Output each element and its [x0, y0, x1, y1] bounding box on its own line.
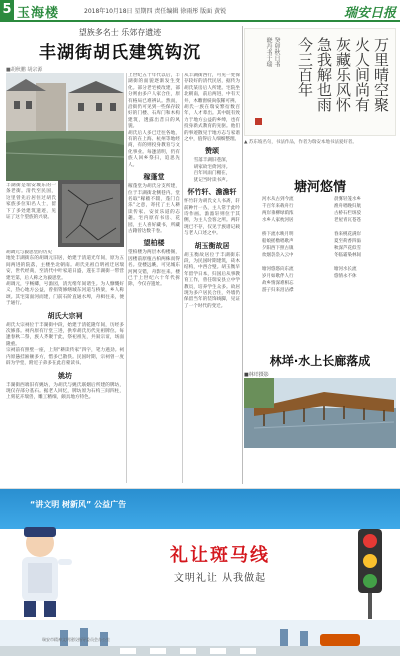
calligraphy-caption: ▲ 苏东坡名句，书法作品，作者为瑞安本地书法爱好者。: [244, 140, 357, 145]
traffic-officer-illustration: [4, 519, 76, 619]
article-body-9: 胡玉衡故居位于丰湖街东段，为民国时期建筑，砖木结构，中西合璧。胡玉衡早年留学日本，归国后从事教育工作，曾任瑞安县立中学教员，培养学生众多。故居现为多户居民合住，外墙仍保留当年的装饰线脚，见证了一个时代的变迁。: [184, 252, 240, 309]
calligraphy-main-text: [296, 37, 389, 112]
subhead-jiapeng-hall: 稼蓬堂: [143, 173, 165, 182]
article-body-8: 怀竹轩为胡氏文人书斋，轩前种竹一丛，主人常于此吟诗作画。澹澹轩则位于其侧，为主人会客之所。两轩现已不存，仅见于族谱记载与老人口述之中。: [184, 199, 240, 237]
article-column-2: [128, 73, 180, 483]
article-poem-inline: 雪落丰湖旧巷深， 胡家故宅倚河浔。 百年风雨门楣在， 犹记当时读书声。: [193, 158, 231, 183]
ad-credit: 瑞安市精神文明建设指导委员会办公室: [42, 637, 110, 642]
photo-feature-label: ■林垟摄影: [244, 372, 269, 378]
section-number: 5: [0, 0, 14, 20]
public-service-ad: [0, 488, 400, 656]
article-kicker: 望族多名士 乐郊存遗迹: [78, 28, 162, 37]
issue-meta: 2018年10月18日 星期四 责任编辑 徐雨彤 版面 黄锐: [84, 8, 227, 15]
calligraphy-column: 灰藏乐风怀: [334, 37, 352, 112]
calligraphy-inscription-column: 癸卯秋日书: [273, 37, 280, 67]
calligraphy-column: 今三百年: [296, 37, 314, 97]
poem-column-b: 晨雾轻笼水乡 渔舟唱晚归航 古桥石栏斑驳 老屋青瓦苍苍 春来桃花满岸 夏至荷香四溢 秋深芦花似雪 冬临霜染林间 塘河水长流 悠情永不休: [334, 197, 361, 279]
subhead-yaofang: 姚坊: [58, 371, 72, 380]
article-body-6: 望柏楼为两层木构楼阁，因楼前原植古柏两株而得名。登楼远眺，可见城东河网交错，舟影往来。楼已于上世纪六十年代拆除，今仅存遗址。: [128, 250, 180, 288]
calligraphy-artwork: [244, 28, 396, 136]
poem-column-a: 河水从古到今流 千百年来载舟行 两岸垂柳绿荫浓 水乡人家枕河居 桥下流水映月明 船娘摇橹唱歌声 夕阳西下照古镇 炊烟袅袅入云中 塘河悠悠向东流 岁月如歌伴人行 故乡情深难相忘 游子归来泪沾襟: [262, 197, 294, 293]
corridor-photo: [244, 378, 396, 448]
article-column-3: [184, 73, 240, 483]
article-body-3: 丰湖街西端旧有姚坊，为胡氏与姚氏联姻后所建的牌坊，现仅存部分基石。据老人回忆，牌坊原为石构三间四柱，上刻花卉瑞兽，雕工精细，颇具地方特色。: [6, 382, 124, 401]
subhead-wangbai-tower: 望柏楼: [143, 239, 165, 248]
article-intro: 丰湖街是瑞安城东的一条老街。清代至民国，这里曾先后居住过胡氏家族多位知名人士，留下了多处建筑遗迹，见证了这个望族的兴衰。: [6, 183, 56, 221]
subhead-ancestral-hall: 胡氏大宗祠: [47, 311, 83, 320]
newspaper-brand: 瑞安日报: [343, 6, 396, 21]
seal-stamp: [255, 118, 262, 125]
article-column-1-lower: [6, 250, 124, 480]
calligraphy-column: 急我解也雨: [315, 37, 333, 112]
article-body-4: 上世纪五十年代以后，丰湖街的面貌逐渐发生变化。部分老宅被改建，部分则由多户人家合住，原有格局已难辨认。然而，沿街仍可见到一些保存较好的门楼、石库门和木构建筑，透露出昔日的风貌。 胡氏后人多已迁往各地，有的在上海、杭州等地经商，有的则投身教育与文化事业。每逢清明，仍有族人回乡祭扫，追思先人。: [128, 73, 180, 168]
section-name: 玉海楼: [17, 6, 60, 21]
article-body-7: 从丰湖街西行，可见一处保存较好的清代民居，据传为胡氏某房后人所建。宅院坐北朝南，前后两进，中有天井，木雕窗棂尚依稀可辨。 胡氏一族在瑞安繁衍数百年，人才辈出。其中既有致力于地方公益的乡绅，也有投身新式教育的先驱。他们的事迹散见于地方志与家谱之中，值得后人细细整理。: [184, 73, 240, 143]
article-body-5: 稼蓬堂为胡氏分支所建，位于丰湖街北侧巷内。堂名取“稼穑不辍，蓬门自乐”之意，寄托了主人耕读传家、安贫乐道的志趣。宅内原有书房、花园，主人喜好藏书，所藏古籍曾达数千卷。: [128, 184, 180, 234]
article-body-2: 胡氏大宗祠位于丰湖街中段，始建于清乾隆年间，历经多次修葺。祠内原有厅堂三进，供奉胡氏历代先祖牌位。每逢春秋二祭，族人齐聚于此，祭祀祖先，共叙宗谊，场面隆重。 宗祠前有照壁一座，上刻“耕读传家”四字，笔力遒劲。祠内原悬挂匾额多方，惜多已散佚。民国时期，宗祠曾一度辟为学堂，附近子弟多在此启蒙读书。: [6, 322, 124, 367]
poem-title: 塘河悠情: [293, 180, 346, 195]
canal-street-photo: [6, 73, 124, 181]
subhead-huaizhu-pavilion: 怀竹轩、澹澹轩: [187, 188, 237, 197]
wall-detail-photo: [58, 180, 124, 247]
calligraphy-column: 火人间尚有: [353, 37, 371, 112]
subhead-hu-yuheng-residence: 胡玉衡故居: [194, 241, 230, 250]
calligraphy-inscription-column: 晓丹书于瑞: [265, 37, 272, 67]
photo-feature-title: 林垟·水上长廊落成: [269, 354, 371, 368]
article-byline: ■胡秋鹏 胡宗源: [6, 67, 43, 73]
page-header: [0, 0, 400, 22]
article-headline: 丰湖街胡氏建筑钩沉: [39, 43, 201, 63]
ad-title: 礼让斑马线: [170, 545, 270, 566]
ad-subtitle: 文明礼让 从我做起: [173, 573, 267, 584]
article-body-1: 胡调元与毅思堂的历史 地处丰湖街东的胡调元旧居，始建于清道光年间，原为五间两进的院落，主楼坐北朝南。胡氏先祖自明初迁居瑞安，世代经商，至清代中叶家道日盛，遂在丰湖街一带营建宅第，后人称之为毅思堂。 胡调元，字畅卿，号澹园，清光绪年间诸生。为人慷慨好义，热心地方公益，曾捐资修缮城东河道与桥梁，乡人称颂。其宅第面河而建，门前石阶直通水埠，舟楫往来，便于通行。: [6, 250, 124, 307]
calligraphy-column: 万里晴空聚: [372, 37, 390, 112]
subhead-praise: 赞颂: [205, 147, 219, 156]
calligraphy-inscription: [265, 37, 280, 67]
article-column-1: [6, 183, 56, 251]
traffic-light-icon: [348, 529, 392, 619]
ad-slogan: “讲文明 树新风” 公益广告: [30, 500, 127, 509]
